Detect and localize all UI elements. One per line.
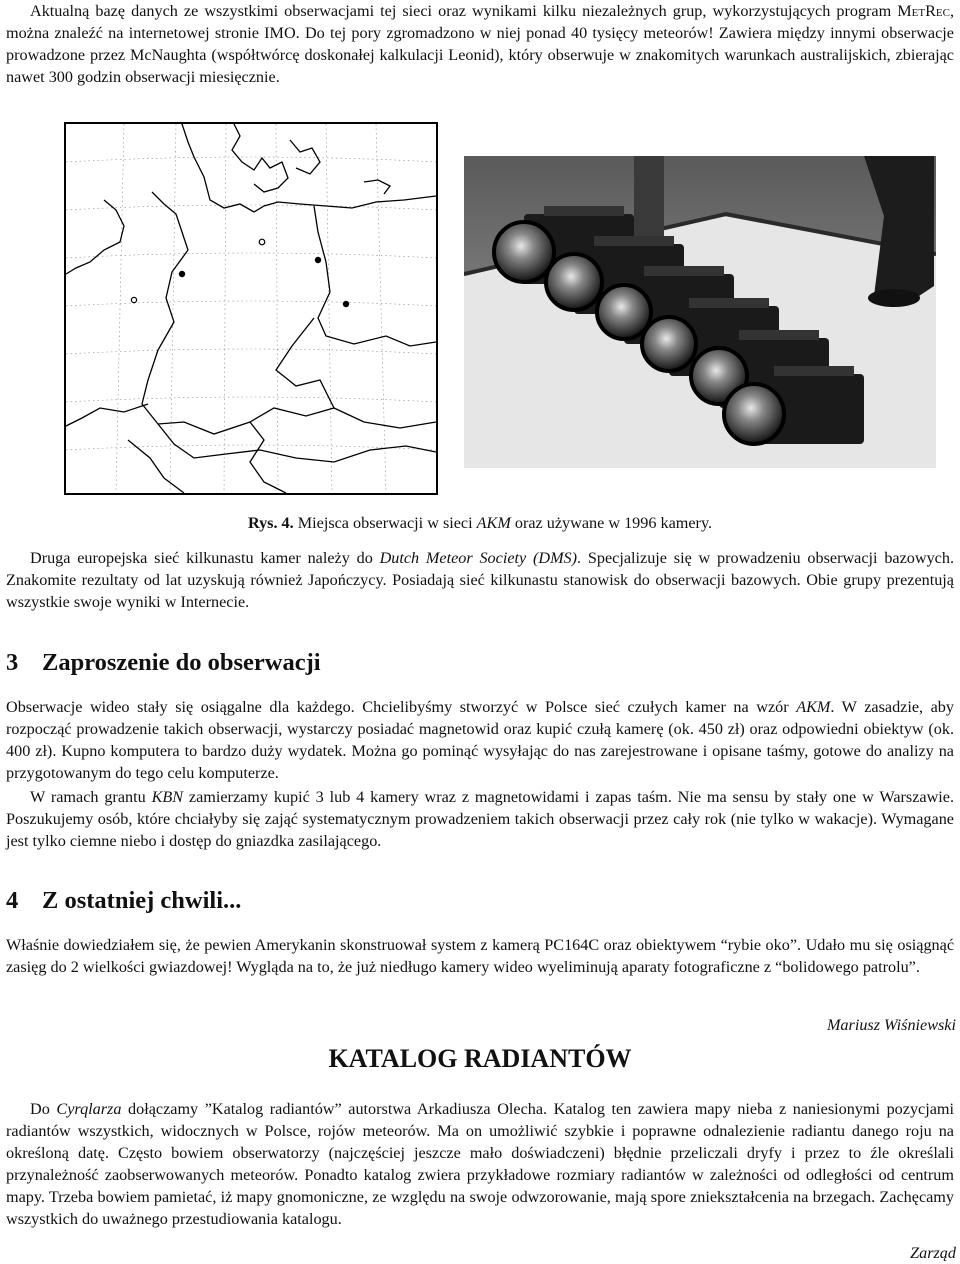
- paragraph-latest-news: Właśnie dowiedziałem się, że pewien Amerykanin skonstruował system z kamerą PC164C oraz obiektywem “rybie oko”. Udało mu się osiągnąć zasięg do 2 wielkości gwiazdowej! Wygląda na to, że już niedługo kamery wideo wyeliminują aparaty fotograficzne z “bolidowego patrolu”.: [6, 936, 954, 976]
- board-signature: Zarząd: [910, 1244, 956, 1262]
- paragraph-video-observations: [6, 696, 954, 784]
- text: Do: [30, 1100, 57, 1118]
- section-number: 4: [6, 887, 19, 914]
- site-marker-filled: [315, 257, 321, 263]
- text: zamierzamy kupić 3 lub 4 kamery wraz z magnetowidami i zapas taśm. Nie ma sensu by stały one w Warszawie. Poszukujemy osób, które chciałyby się zająć systematycznym prowadzeniem takich obserwacji przez cały rok (nie tylko w wakacje). Wymagane jest tylko ciemne niebo i dostęp do gniazdka zasilającego.: [6, 788, 954, 850]
- text: Miejsca obserwacji w sieci: [293, 514, 477, 532]
- text: W ramach grantu: [30, 788, 152, 806]
- section-number: 3: [6, 649, 19, 676]
- akm-emphasis: AKM: [796, 698, 831, 716]
- paragraph-kbn-grant: [6, 786, 954, 852]
- metrec-program-name: MetRec: [897, 2, 950, 20]
- site-marker-open: [259, 239, 265, 245]
- figure-label: Rys. 4.: [247, 514, 294, 532]
- section-title: Z ostatniej chwili...: [42, 887, 242, 914]
- meteor-cameras-photo: [464, 156, 936, 468]
- observation-sites-map: [64, 122, 438, 495]
- section-heading-3: [6, 648, 321, 678]
- text: Aktualną bazę danych ze wszystkimi obserwacjami tej sieci oraz wynikami kilku niezależnych grup, wykorzystujących program: [30, 2, 898, 20]
- site-marker-filled: [179, 271, 185, 277]
- text: Druga europejska sieć kilkunastu kamer należy do: [30, 549, 380, 567]
- kbn-emphasis: KBN: [151, 788, 184, 806]
- akm-emphasis: AKM: [476, 514, 511, 532]
- dms-emphasis: Dutch Meteor Society (DMS): [379, 549, 578, 567]
- text: , można znaleźć na internetowej stronie IMO. Do tej pory zgromadzono w niej ponad 40 tysięcy meteorów! Zawiera między innymi obserwacje prowadzone przez McNaughta (współtwórcę doskonałej kalkulacji Leonid), który obserwuje w znakomitych warunkach australijskich, zbierając nawet 300 godzin obserwacji miesięcznie.: [6, 2, 954, 86]
- section-heading-4: [6, 886, 241, 916]
- text: Obserwacje wideo stały się osiągalne dla każdego. Chcielibyśmy stworzyć w Polsce sieć czułych kamer na wzór: [6, 698, 797, 716]
- catalog-title: KATALOG RADIANTÓW: [328, 1044, 632, 1073]
- author-signature: Mariusz Wiśniewski: [826, 1016, 956, 1034]
- paragraph-catalog: [6, 1098, 954, 1230]
- text: oraz używane w 1996 kamery.: [510, 514, 713, 532]
- site-marker-open: [131, 297, 136, 302]
- figure-caption: [6, 512, 954, 534]
- paragraph-akm-database: [6, 0, 954, 88]
- paragraph-dms: [6, 547, 954, 613]
- text: dołączamy ”Katalog radiantów” autorstwa Arkadiusza Olecha. Katalog ten zawiera mapy nieba z naniesionymi pozycjami radiantów wszystkich, widocznych w Polsce, rojów meteorów. Ma on umożliwić szybkie i poprawne odnalezienie radiantu danego roju na określoną datę. Często bowiem obserwatorzy (najczęściej jeszcze mało doświadczeni) błędnie przeliczali dryfy i przez to źle określali przynależność zaobserwowanych meteorów. Ponadto katalog zwiera przykładowe rozmiary radiantów w zależności od odległości od centrum mapy. Trzeba bowiem pamietać, iż mapy gnomoniczne, ze względu na swoje odwzorowanie, mają spore zniekształcenia na brzegach. Zachęcamy wszystkich do uważnego przestudiowania katalogu.: [6, 1100, 954, 1228]
- cyrqlarz-emphasis: Cyrqlarza: [56, 1100, 122, 1118]
- section-title: Zaproszenie do obserwacji: [42, 649, 321, 676]
- text: . W zasadzie, aby rozpocząć prowadzenie takich obserwacji, wystarczy posiadać magnetowid oraz kupić czułą kamerę (ok. 450 zł) oraz odpowiedni obiektyw (ok. 400 zł). Kupno komputera to bardzo duży wydatek. Można go pominąć wysyłając do nas zarejestrowane i opisane taśmy, gotowe do analizy na przygotowanym do tego celu komputerze.: [6, 698, 954, 782]
- text: . Specjalizuje się w prowadzeniu obserwacji bazowych. Znakomite rezultaty od lat uzyskują również Japończycy. Posiadają sieć kilkunastu stanowisk do obserwacji bazowych. Obie grupy prezentują wszystkie swoje wyniki w Internecie.: [6, 549, 954, 611]
- site-marker-filled: [343, 301, 349, 307]
